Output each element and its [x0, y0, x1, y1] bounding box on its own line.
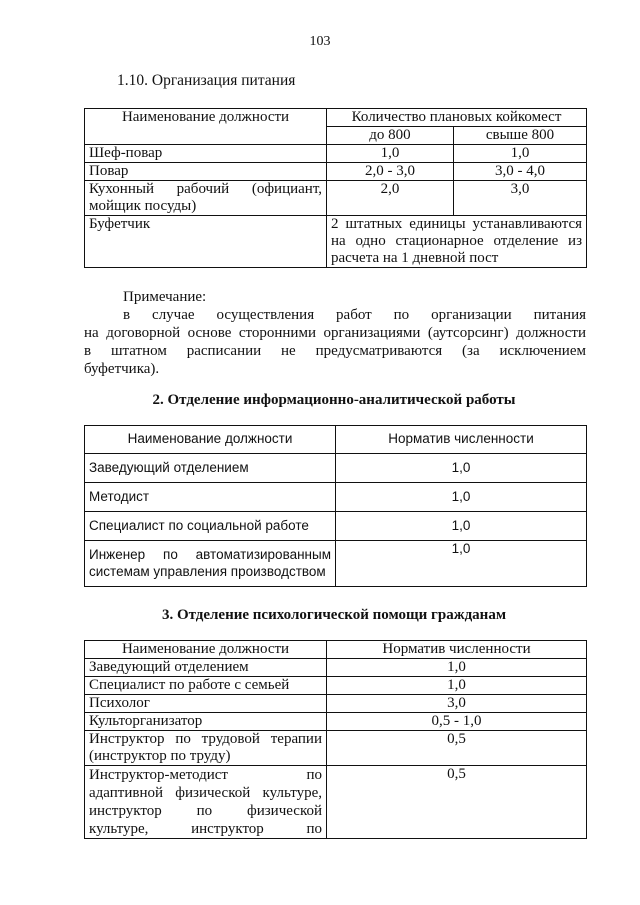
- psychological-staff-table: [84, 640, 587, 839]
- value-cell: 1,0: [454, 145, 587, 163]
- position-line: Инструктор по трудовой терапии: [89, 731, 322, 747]
- table-row: [85, 766, 587, 839]
- value-cell: 1,0: [336, 483, 587, 512]
- position-cell: Шеф-повар: [85, 145, 327, 163]
- position-line: культуре, инструктор по: [89, 821, 322, 837]
- table-row: [85, 163, 587, 181]
- header-position: Наименование должности: [85, 426, 336, 454]
- value-cell: 0,5: [327, 731, 587, 766]
- table-row: [85, 454, 587, 483]
- value-cell: 0,5 - 1,0: [327, 713, 587, 731]
- position-cell: [85, 541, 336, 587]
- table-row: [85, 659, 587, 677]
- value-cell: 3,0: [327, 695, 587, 713]
- position-line: Инженер по автоматизированным: [89, 547, 331, 563]
- value-cell: 1,0: [327, 659, 587, 677]
- table-header-row: [85, 109, 587, 127]
- position-cell: Культорганизатор: [85, 713, 327, 731]
- table-row: [85, 512, 587, 541]
- position-cell: Заведующий отделением: [85, 454, 336, 483]
- value-cell: 3,0 - 4,0: [454, 163, 587, 181]
- header-bed-count: Количество плановых койкомест: [327, 109, 587, 127]
- header-position: Наименование должности: [85, 109, 327, 145]
- position-cell: Повар: [85, 163, 327, 181]
- value-cell: 1,0: [327, 145, 454, 163]
- value-cell: 2,0 - 3,0: [327, 163, 454, 181]
- header-norm: Норматив численности: [336, 426, 587, 454]
- position-line: Инструктор-методист по: [89, 767, 322, 783]
- page-number: 103: [309, 34, 331, 49]
- position-line: мойщик посуды): [89, 198, 197, 214]
- note-line: расчета на 1 дневной пост: [331, 250, 499, 266]
- table-row: [85, 695, 587, 713]
- value-cell: 0,5: [327, 766, 587, 839]
- note-line: на договорной основе сторонними организациями (аутсорсинг) должности: [84, 325, 586, 341]
- position-cell: Заведующий отделением: [85, 659, 327, 677]
- position-cell: Буфетчик: [85, 216, 327, 268]
- value-cell: 1,0: [336, 512, 587, 541]
- table-row: [85, 145, 587, 163]
- value-cell: 1,0: [336, 541, 587, 587]
- header-position: Наименование должности: [85, 641, 327, 659]
- value-cell: 2,0: [327, 181, 454, 216]
- position-cell: [85, 731, 327, 766]
- note-line: в штатном расписании не предусматриваются (за исключением: [84, 343, 586, 359]
- table-row: [85, 541, 587, 587]
- position-line: системам управления производством: [89, 563, 326, 579]
- section-heading-catering: 1.10. Организация питания: [117, 72, 296, 89]
- table-row: [85, 677, 587, 695]
- note-body: [84, 306, 586, 378]
- note-line: буфетчика).: [84, 361, 160, 377]
- position-cell: [85, 766, 327, 839]
- section-heading-psychological: 3. Отделение психологической помощи гражданам: [161, 607, 507, 623]
- table-row: [85, 181, 587, 216]
- position-cell: Специалист по работе с семьей: [85, 677, 327, 695]
- catering-staff-table: [84, 108, 587, 268]
- position-cell: Специалист по социальной работе: [85, 512, 336, 541]
- subheader-over-800: свыше 800: [454, 127, 587, 145]
- note-cell: [327, 216, 587, 268]
- table-header-row: [85, 426, 587, 454]
- subheader-up-to-800: до 800: [327, 127, 454, 145]
- table-row: [85, 483, 587, 512]
- value-cell: 3,0: [454, 181, 587, 216]
- position-line: Кухонный рабочий (официант,: [89, 181, 322, 197]
- table-row: [85, 216, 587, 268]
- position-cell: [85, 181, 327, 216]
- value-cell: 1,0: [336, 454, 587, 483]
- value-cell: 1,0: [327, 677, 587, 695]
- table-row: [85, 731, 587, 766]
- note-title: Примечание:: [123, 289, 207, 305]
- position-line: адаптивной физической культуре,: [89, 785, 322, 801]
- section-heading-information: 2. Отделение информационно-аналитической работы: [152, 392, 516, 408]
- header-norm: Норматив численности: [327, 641, 587, 659]
- information-staff-table: [84, 425, 587, 587]
- note-line: на одно стационарное отделение из: [331, 233, 583, 249]
- position-line: (инструктор по труду): [89, 748, 231, 764]
- position-cell: Психолог: [85, 695, 327, 713]
- position-cell: Методист: [85, 483, 336, 512]
- table-row: [85, 713, 587, 731]
- note-line: 2 штатных единицы устанавливаются: [331, 216, 583, 232]
- note-line: в случае осуществления работ по организации питания: [123, 307, 586, 323]
- position-line: инструктор по физической: [89, 803, 322, 819]
- table-header-row: [85, 641, 587, 659]
